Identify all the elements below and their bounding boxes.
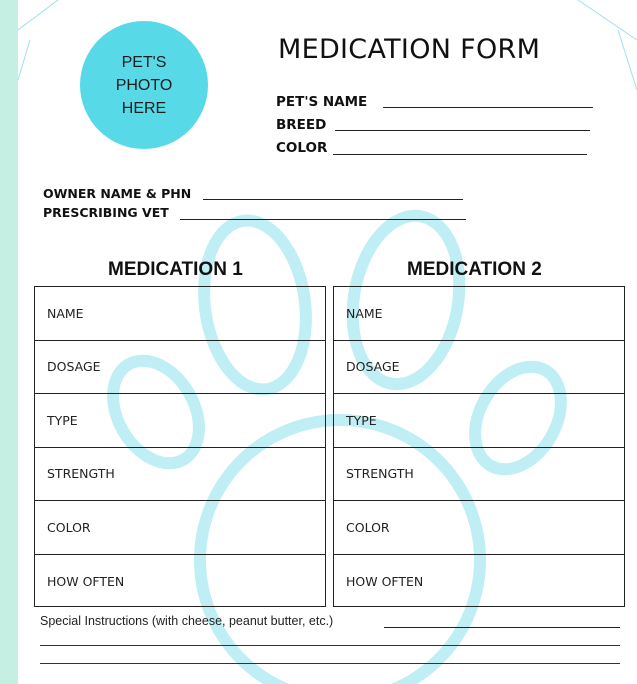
- special-instructions-field[interactable]: [384, 627, 620, 628]
- med1-dosage-row[interactable]: DOSAGE: [35, 341, 325, 395]
- med1-type-row[interactable]: TYPE: [35, 394, 325, 448]
- med1-how-often-row[interactable]: HOW OFTEN: [47, 573, 125, 589]
- med2-how-often-row[interactable]: HOW OFTEN: [346, 573, 424, 589]
- special-instructions-label: Special Instructions (with cheese, peanut butter, etc.): [40, 614, 334, 628]
- med1-name-row[interactable]: NAME: [35, 287, 325, 341]
- med1-strength-row[interactable]: STRENGTH: [35, 448, 325, 502]
- special-instructions-line-2[interactable]: [40, 645, 620, 646]
- vet-field[interactable]: [180, 219, 466, 220]
- med1-color-row[interactable]: COLOR: [35, 501, 325, 555]
- medication-2-table: [333, 286, 625, 607]
- special-instructions-line-3[interactable]: [40, 663, 620, 664]
- pet-photo-placeholder[interactable]: PET'S PHOTO HERE: [80, 21, 208, 149]
- pet-name-field[interactable]: [383, 107, 593, 108]
- medication-1-table: [34, 286, 326, 607]
- med2-dosage-row[interactable]: DOSAGE: [334, 341, 624, 395]
- pet-name-label: PET'S NAME: [276, 94, 368, 110]
- color-label: COLOR: [276, 140, 328, 156]
- medication-form-page: [18, 0, 637, 684]
- owner-label: OWNER NAME & PHN: [43, 186, 192, 201]
- color-field[interactable]: [333, 154, 587, 155]
- breed-label: BREED: [276, 117, 327, 133]
- owner-field[interactable]: [203, 199, 463, 200]
- med2-type-row[interactable]: TYPE: [334, 394, 624, 448]
- med2-name-row[interactable]: NAME: [334, 287, 624, 341]
- breed-field[interactable]: [335, 130, 590, 131]
- vet-label: PRESCRIBING VET: [43, 205, 169, 220]
- med2-color-row[interactable]: COLOR: [334, 501, 624, 555]
- page-title: MEDICATION FORM: [278, 34, 541, 65]
- medication-1-heading: MEDICATION 1: [108, 259, 243, 280]
- medication-2-heading: MEDICATION 2: [407, 259, 542, 280]
- med2-strength-row[interactable]: STRENGTH: [334, 448, 624, 502]
